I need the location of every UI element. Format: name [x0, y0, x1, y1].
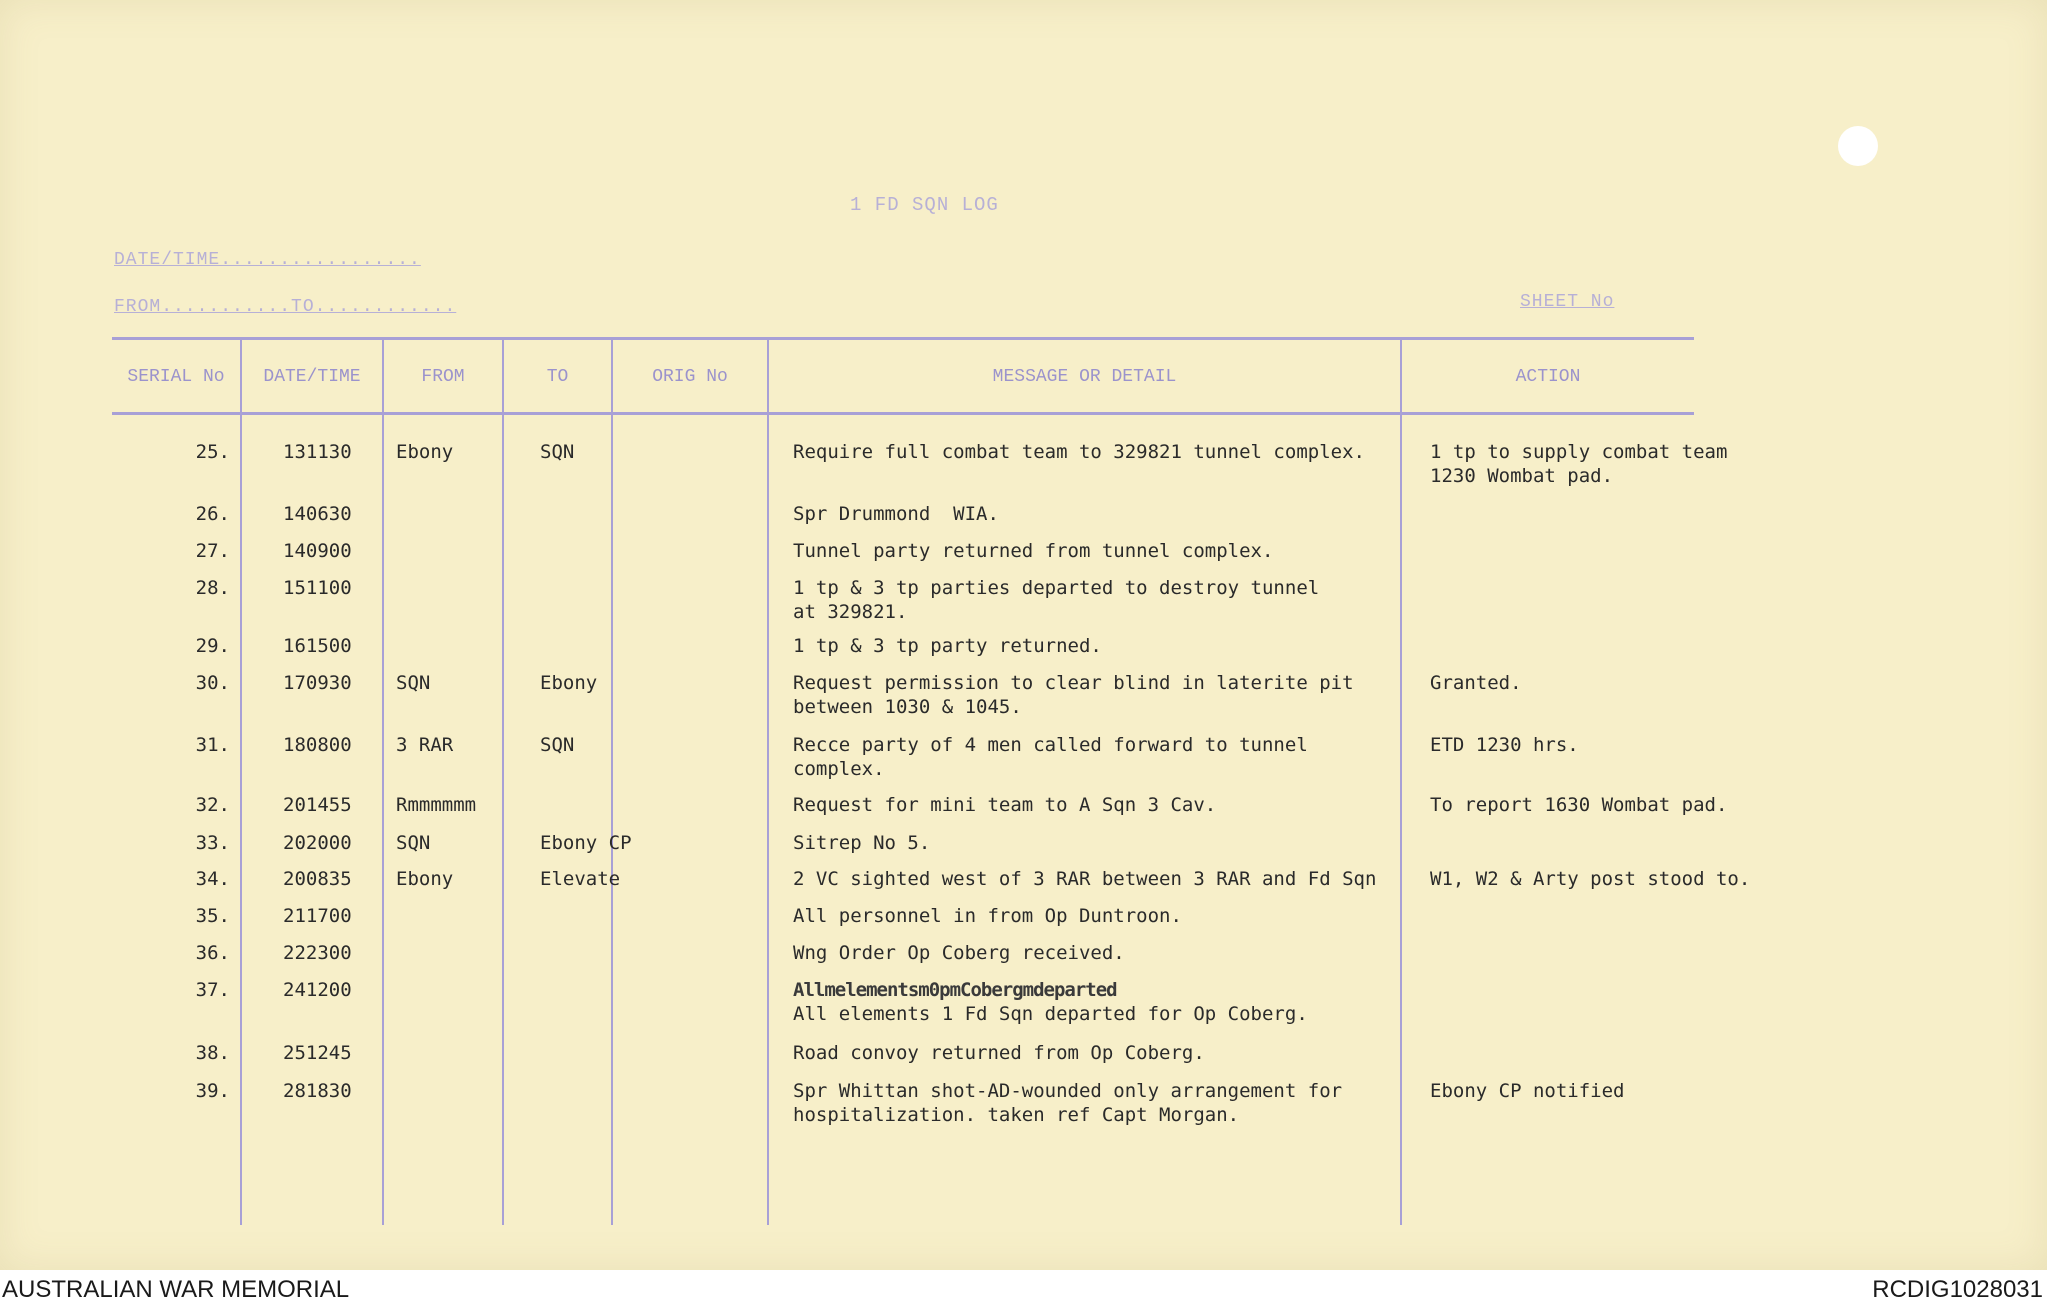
date-time-field-label: DATE/TIME................. — [114, 250, 421, 270]
column-header-orig-no: ORIG No — [652, 367, 728, 387]
message-cell: Wng Order Op Coberg received. — [793, 942, 1125, 964]
date-time-cell: 131130 — [283, 441, 352, 463]
from-cell: Ebony — [396, 868, 454, 890]
column-header-message: MESSAGE OR DETAIL — [992, 367, 1177, 387]
serial-number: 38. — [195, 1042, 230, 1064]
serial-number: 25. — [195, 441, 230, 463]
message-cell: Sitrep No 5. — [793, 832, 931, 854]
serial-number: 31. — [195, 734, 230, 756]
to-cell: SQN — [540, 734, 575, 756]
from-cell: Ebony — [396, 441, 454, 463]
date-time-cell: 251245 — [283, 1042, 352, 1064]
log-title: 1 FD SQN LOG — [850, 194, 999, 216]
from-to-field-label: FROM...........TO............ — [114, 297, 457, 317]
message-cell: 1 tp & 3 tp party returned. — [793, 635, 1102, 657]
serial-number: 37. — [195, 979, 230, 1001]
serial-number: 34. — [195, 868, 230, 890]
action-cell: Granted. — [1430, 672, 1522, 694]
to-cell: Elevate — [540, 868, 621, 890]
serial-number: 32. — [195, 794, 230, 816]
date-time-cell: 202000 — [283, 832, 352, 854]
serial-number: 28. — [195, 577, 230, 599]
date-time-cell: 241200 — [283, 979, 352, 1001]
header-bottom-rule — [112, 412, 1694, 415]
date-time-cell: 140630 — [283, 503, 352, 525]
message-cell: Request for mini team to A Sqn 3 Cav. — [793, 794, 1217, 816]
date-time-cell: 151100 — [283, 577, 352, 599]
message-cell: Tunnel party returned from tunnel complex. — [793, 540, 1274, 562]
message-cell: All personnel in from Op Duntroon. — [793, 905, 1182, 927]
date-time-cell: 200835 — [283, 868, 352, 890]
serial-number: 29. — [195, 635, 230, 657]
column-divider — [240, 340, 242, 1225]
punch-hole — [1838, 126, 1878, 166]
message-cell: Spr Whittan shot-AD-wounded only arrangement for hospitalization. taken ref Capt Morgan. — [793, 1080, 1343, 1126]
date-time-cell: 170930 — [283, 672, 352, 694]
action-cell: W1, W2 & Arty post stood to. — [1430, 868, 1751, 890]
from-cell: Rmmmmmm — [396, 794, 477, 816]
table-top-rule — [112, 337, 1694, 340]
message-cell: All elements 1 Fd Sqn departed for Op Coberg. — [793, 1003, 1308, 1025]
column-header-action: ACTION — [1515, 367, 1581, 387]
action-cell: To report 1630 Wombat pad. — [1430, 794, 1728, 816]
from-cell: SQN — [396, 672, 431, 694]
column-divider — [382, 340, 384, 1225]
footer-archive-name: AUSTRALIAN WAR MEMORIAL — [2, 1276, 350, 1303]
message-cell: Request permission to clear blind in laterite pit between 1030 & 1045. — [793, 672, 1354, 718]
action-cell: ETD 1230 hrs. — [1430, 734, 1579, 756]
struck-out-message: Allmelementsm0pmCobergmdeparted — [793, 979, 1117, 1001]
message-cell: Recce party of 4 men called forward to tunnel complex. — [793, 734, 1308, 780]
serial-number: 26. — [195, 503, 230, 525]
date-time-cell: 211700 — [283, 905, 352, 927]
column-header-from: FROM — [421, 367, 465, 387]
date-time-cell: 281830 — [283, 1080, 352, 1102]
date-time-cell: 180800 — [283, 734, 352, 756]
column-divider — [767, 340, 769, 1225]
serial-number: 36. — [195, 942, 230, 964]
sheet-no-label: SHEET No — [1520, 292, 1615, 312]
column-divider — [611, 340, 613, 1225]
from-cell: SQN — [396, 832, 431, 854]
message-cell: 1 tp & 3 tp parties departed to destroy tunnel at 329821. — [793, 577, 1320, 623]
from-cell: 3 RAR — [396, 734, 454, 756]
message-cell: Spr Drummond WIA. — [793, 503, 999, 525]
message-cell: 2 VC sighted west of 3 RAR between 3 RAR and Fd Sqn — [793, 868, 1377, 890]
message-cell: Road convoy returned from Op Coberg. — [793, 1042, 1205, 1064]
date-time-cell: 201455 — [283, 794, 352, 816]
to-cell: SQN — [540, 441, 575, 463]
serial-number: 30. — [195, 672, 230, 694]
action-cell: 1 tp to supply combat team 1230 Wombat pad. — [1430, 441, 1728, 487]
footer-record-id: RCDIG1028031 — [1872, 1276, 2043, 1303]
column-divider — [502, 340, 504, 1225]
column-divider — [1400, 340, 1402, 1225]
serial-number: 39. — [195, 1080, 230, 1102]
action-cell: Ebony CP notified — [1430, 1080, 1625, 1102]
date-time-cell: 222300 — [283, 942, 352, 964]
to-cell: Ebony CP — [540, 832, 632, 854]
to-cell: Ebony — [540, 672, 598, 694]
serial-number: 33. — [195, 832, 230, 854]
column-header-datetime: DATE/TIME — [263, 367, 361, 387]
message-cell: Require full combat team to 329821 tunnel complex. — [793, 441, 1365, 463]
date-time-cell: 140900 — [283, 540, 352, 562]
column-header-to: TO — [546, 367, 569, 387]
serial-number: 35. — [195, 905, 230, 927]
date-time-cell: 161500 — [283, 635, 352, 657]
serial-number: 27. — [195, 540, 230, 562]
column-header-serial: SERIAL No — [127, 367, 225, 387]
